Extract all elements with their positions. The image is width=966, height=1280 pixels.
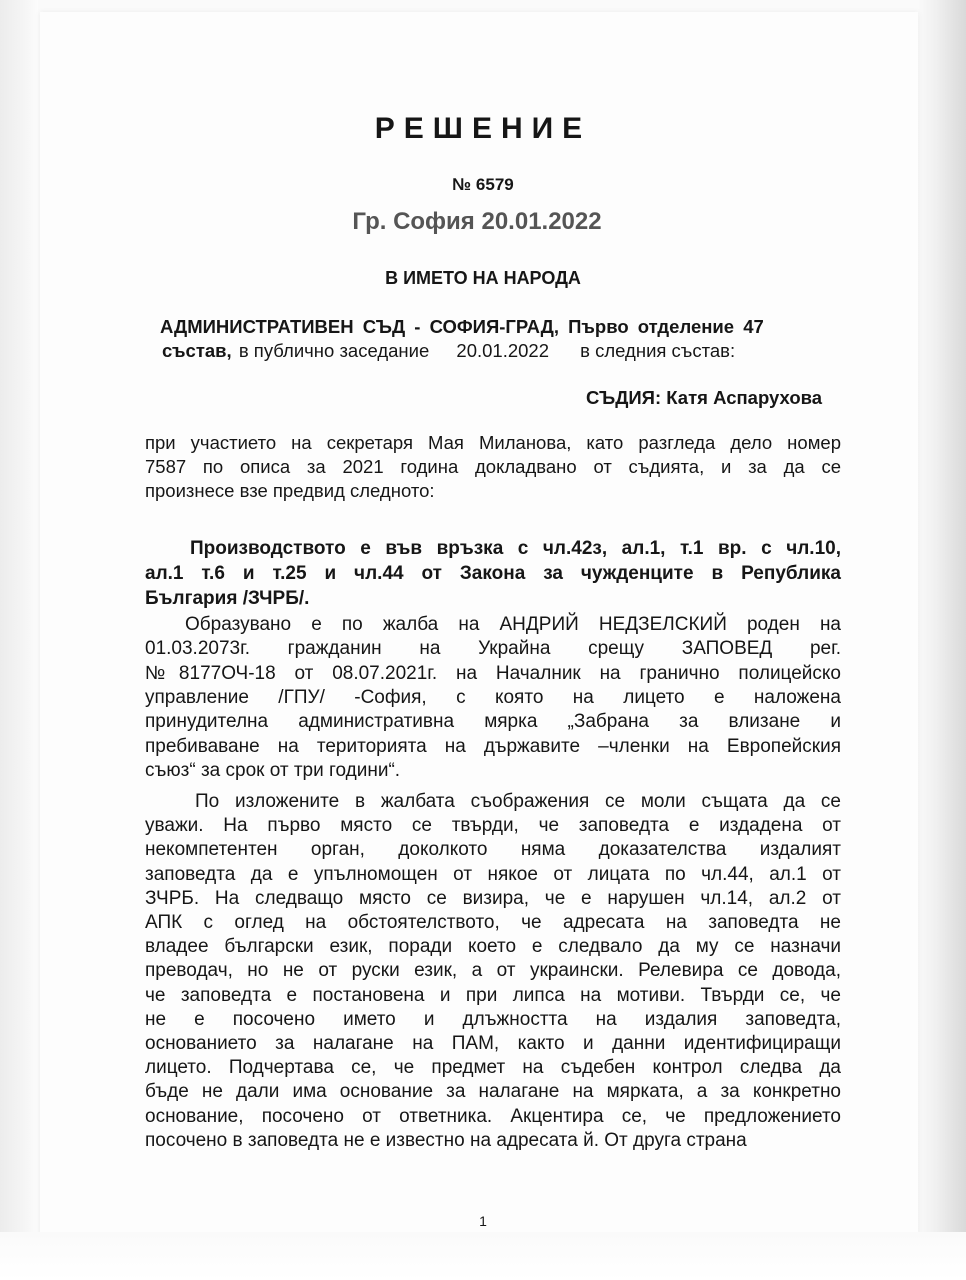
para2-line: посочено в заповедта не е известно на адресата й. От друга страна	[145, 1129, 747, 1151]
intro-line: произнесе взе предвид следното:	[145, 480, 435, 501]
city-date: Гр. София 20.01.2022	[352, 208, 602, 235]
subject-line: Производството е във връзка с чл.42з, ал.1, т.1 вр. с чл.10,	[190, 538, 841, 559]
para2-line: заповедта да е упълномощен от някое от лицата по чл.44, ал.1 от	[145, 863, 841, 885]
para1-line: принудителна административна мярка „Забрана за влизане и	[145, 711, 841, 733]
subject-line: ал.1 т.6 и т.25 и чл.44 от Закона за чужденците в Република	[145, 563, 841, 584]
decision-number: № 6579	[452, 175, 514, 194]
para2-line: уважи. На първо място се твърди, че заповедта е издадена от	[145, 815, 841, 837]
para2-line: основанието за налагане на ПАМ, както и данни идентифициращи	[145, 1033, 841, 1054]
court-line-2-text-b: в следния състав:	[580, 340, 736, 361]
para2-line: По изложените в жалбата съображения се моли същата да се	[195, 791, 841, 812]
para2-line: некомпетентен орган, доколкото няма доказателства издалият	[145, 839, 841, 861]
court-line-1-text: АДМИНИСТРАТИВЕН СЪД - СОФИЯ-ГРАД, Първо отделение 47	[160, 316, 764, 337]
judge-line: СЪДИЯ: Катя Аспарухова	[586, 387, 823, 408]
para2-line: владее български език, поради което е следвало да му се назначи	[145, 936, 841, 958]
para1-line: пребиваване на територията на държавите –членки на Европейския	[145, 735, 841, 757]
para2-line: основание, посочено от ответника. Акцентира се, че предложението	[145, 1105, 841, 1127]
para2-line: ЗЧРБ. На следващо място се визира, че е нарушен чл.14, ал.2 от	[145, 887, 841, 909]
para1-line: управление /ГПУ/ -София, с която на лицето е наложена	[145, 686, 841, 708]
court-line-2-text-a: в публично заседание	[238, 340, 430, 361]
page-number: 1	[479, 1213, 487, 1229]
intro-line: при участието на секретаря Мая Миланова, като разгледа дело номер	[145, 432, 841, 453]
para2-line: не е посочено името и длъжността на издалия заповедта,	[145, 1008, 841, 1030]
para2-line: че заповедта е постановена и при липса на мотиви. Твърди се, че	[145, 984, 841, 1006]
para1-line: Образувано е по жалба на АНДРИЙ НЕДЗЕЛСКИЙ роден на	[185, 614, 841, 635]
subject-line: България /ЗЧРБ/.	[145, 588, 310, 609]
intro-line: 7587 по описа за 2021 година докладвано от съдията, и за да се	[145, 456, 841, 477]
para2-line: преводач, но не от руски език, а от украински. Релевира се довода,	[145, 960, 841, 982]
para1-line: 01.03.2073г. гражданин на Украйна срещу ЗАПОВЕД рег.	[145, 638, 841, 660]
para2-line: бъде не дали има основание за налагане на мярката, а за конкретно	[145, 1081, 841, 1103]
para2-line: АПК с оглед на обстоятелството, че адресата на заповедта не	[145, 912, 841, 933]
para1-line: съюз“ за срок от три години“.	[145, 759, 401, 781]
para2-line: лицето. Подчертава се, че предмет на съдебен контрол следва да	[145, 1057, 841, 1079]
court-line-2	[162, 340, 735, 362]
court-line-2-bold: състав,	[162, 340, 232, 361]
court-line-1	[160, 316, 829, 338]
in-the-name-of-the-people: В ИМЕТО НА НАРОДА	[385, 268, 581, 288]
para1-line: №8177ОЧ-18 от 08.07.2021г. на Началник на гранично полицейско	[145, 662, 841, 684]
document-title: РЕШЕНИЕ	[374, 112, 592, 145]
scan-edge-bottom	[0, 1232, 966, 1280]
court-line-2-date: 20.01.2022	[456, 340, 550, 361]
